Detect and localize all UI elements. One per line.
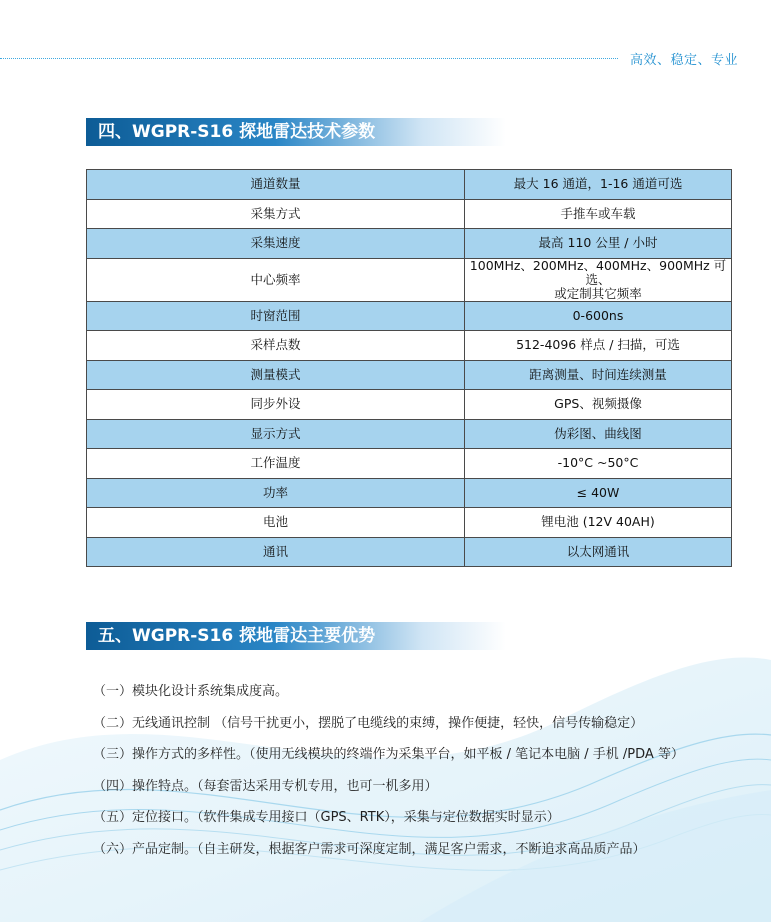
param-value: 距离测量、时间连续测量 bbox=[465, 360, 732, 390]
param-label: 功率 bbox=[87, 478, 465, 508]
table-row bbox=[87, 449, 732, 479]
list-item: （四）操作特点。（每套雷达采用专机专用，也可一机多用） bbox=[93, 778, 438, 794]
param-value: 0-600ns bbox=[465, 301, 732, 331]
table-row bbox=[87, 537, 732, 567]
table-row bbox=[87, 478, 732, 508]
table-row bbox=[87, 229, 732, 259]
param-label: 同步外设 bbox=[87, 390, 465, 420]
param-label: 工作温度 bbox=[87, 449, 465, 479]
table-row bbox=[87, 258, 732, 301]
table-row bbox=[87, 199, 732, 229]
section-title-specs: 四、WGPR-S16 探地雷达技术参数 bbox=[86, 118, 506, 146]
table-row bbox=[87, 170, 732, 200]
param-value bbox=[465, 258, 732, 301]
param-value: GPS、视频摄像 bbox=[465, 390, 732, 420]
param-label: 测量模式 bbox=[87, 360, 465, 390]
param-value: 512-4096 样点 / 扫描，可选 bbox=[465, 331, 732, 361]
list-item: （六）产品定制。（自主研发，根据客户需求可深度定制，满足客户需求，不断追求高品质产品） bbox=[93, 841, 646, 857]
param-value-line1: 100MHz、200MHz、400MHz、900MHz 可选、 bbox=[469, 257, 727, 287]
param-value: 最高 110 公里 / 小时 bbox=[465, 229, 732, 259]
header-dotted-line bbox=[0, 58, 618, 59]
table-row bbox=[87, 331, 732, 361]
list-item: （一）模块化设计系统集成度高。 bbox=[93, 684, 289, 699]
param-value: ≤ 40W bbox=[465, 478, 732, 508]
specs-table bbox=[86, 169, 732, 567]
table-row bbox=[87, 419, 732, 449]
param-label: 通道数量 bbox=[87, 170, 465, 200]
param-label: 显示方式 bbox=[87, 419, 465, 449]
param-label: 电池 bbox=[87, 508, 465, 538]
advantages-list bbox=[93, 683, 684, 872]
param-label: 通讯 bbox=[87, 537, 465, 567]
table-row bbox=[87, 360, 732, 390]
param-value: 伪彩图、曲线图 bbox=[465, 419, 732, 449]
param-value-line2: 或定制其它频率 bbox=[554, 285, 642, 301]
list-item: （三）操作方式的多样性。（使用无线模块的终端作为采集平台，如平板 / 笔记本电脑 / 手机 /PDA 等） bbox=[93, 747, 684, 762]
param-label: 中心频率 bbox=[87, 258, 465, 301]
param-value: 以太网通讯 bbox=[465, 537, 732, 567]
table-row bbox=[87, 301, 732, 331]
param-label: 时窗范围 bbox=[87, 301, 465, 331]
header-tagline: 高效、稳定、专业 bbox=[630, 53, 739, 68]
param-label: 采样点数 bbox=[87, 331, 465, 361]
param-value: 最大 16 通道，1-16 通道可选 bbox=[465, 170, 732, 200]
param-label: 采集方式 bbox=[87, 199, 465, 229]
param-label: 采集速度 bbox=[87, 229, 465, 259]
list-item: （五）定位接口。（软件集成专用接口（GPS、RTK），采集与定位数据实时显示） bbox=[93, 810, 560, 825]
table-row bbox=[87, 390, 732, 420]
param-value: -10°C ~50°C bbox=[465, 449, 732, 479]
section-title-advantages: 五、WGPR-S16 探地雷达主要优势 bbox=[86, 622, 506, 650]
param-value: 锂电池 (12V 40AH) bbox=[465, 508, 732, 538]
list-item: （二）无线通讯控制 （信号干扰更小，摆脱了电缆线的束缚，操作便捷，轻快，信号传输稳定） bbox=[93, 715, 644, 731]
table-row bbox=[87, 508, 732, 538]
param-value: 手推车或车载 bbox=[465, 199, 732, 229]
